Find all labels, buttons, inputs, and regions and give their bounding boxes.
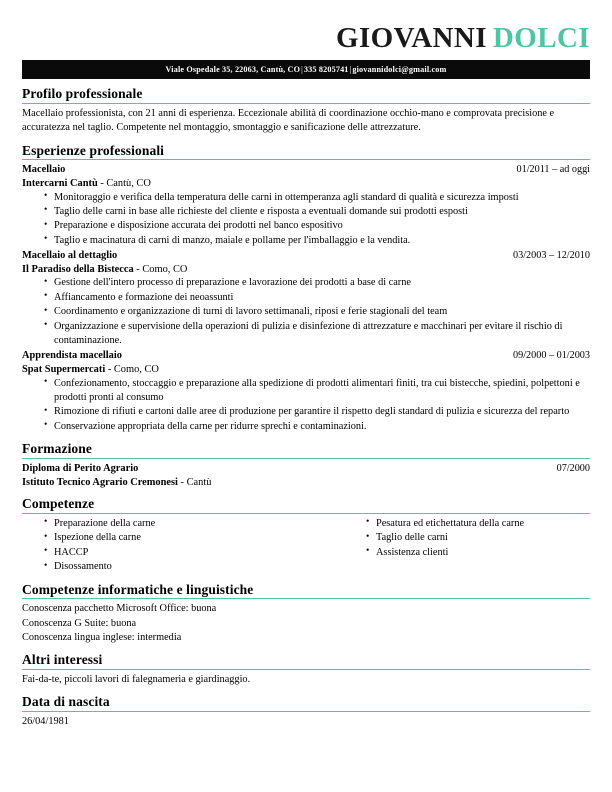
experience-entry: [22, 163, 590, 248]
skills-list-left: [22, 517, 306, 575]
job-bullet: • Rimozione di rifiuti e cartoni dalle aree di produzione per garantire il rispetto degli standard di pulizia e sicurezza del reparto: [44, 405, 590, 419]
education-school: Istituto Tecnico Agrario Cremonesi: [22, 476, 178, 488]
education-location: - Cantù: [177, 476, 212, 488]
job-dates: 09/2000 – 01/2003: [513, 350, 590, 362]
job-dates: 01/2011 – ad oggi: [516, 164, 590, 176]
it-language-line: Conoscenza pacchetto Microsoft Office: buona: [22, 603, 217, 615]
job-bullet-list: [22, 377, 590, 435]
job-company-line: [22, 263, 590, 277]
job-bullet: • Coordinamento e organizzazione di turni di lavoro settimanali, riposi e ferie stagionali del team: [44, 305, 590, 319]
job-bullet: • Organizzazione e supervisione della operazioni di pulizia e disinfezione di attrezzature e macchinari per evitare il rischio di contaminazione.: [44, 320, 590, 349]
skill-item: • Assistenza clienti: [366, 546, 590, 560]
contact-separator-2: |: [349, 65, 352, 74]
job-dates: 03/2003 – 12/2010: [513, 250, 590, 262]
skill-item: • Disossamento: [44, 560, 306, 574]
job-role: Macellaio al dettaglio: [22, 250, 118, 262]
section-title-education: Formazione: [22, 441, 590, 459]
job-bullet: • Preparazione e disposizione accurata dei prodotti nel banco espositivo: [44, 219, 590, 233]
it-language-line: Conoscenza G Suite: buona: [22, 617, 137, 629]
section-body-experience: [22, 160, 590, 434]
skills-columns: [22, 517, 590, 575]
experience-header-row: [22, 249, 590, 263]
section-body-birthdate: [22, 712, 590, 729]
candidate-name-header: [22, 0, 590, 57]
job-employer: Spat Supermercati: [22, 363, 106, 375]
section-title-interests: Altri interessi: [22, 652, 590, 670]
section-body-education: [22, 459, 590, 490]
section-body-profile: [22, 104, 590, 136]
skills-column-right: [306, 517, 590, 575]
job-location: - Como, CO: [105, 363, 159, 375]
job-bullet: • Conservazione appropriata della carne per ridurre sprechi e contaminazioni.: [44, 420, 590, 434]
education-school-line: [22, 476, 590, 490]
job-bullet: • Taglio delle carni in base alle richieste del cliente e risposta a eventuali domande sui prodotti esposti: [44, 205, 590, 219]
skill-item: • Ispezione della carne: [44, 531, 306, 545]
education-degree: Diploma di Perito Agrario: [22, 462, 139, 474]
skill-item: • Preparazione della carne: [44, 517, 306, 531]
skill-item: • HACCP: [44, 546, 306, 560]
job-bullet: • Confezionamento, stoccaggio e preparazione alla spedizione di prodotti alimentari finiti, tra cui bistecche, spiedini, polpettoni e prodotti pronti al consumo: [44, 377, 590, 406]
job-employer: Il Paradiso della Bistecca: [22, 263, 134, 275]
job-employer: Intercarni Cantù: [22, 177, 98, 189]
job-role: Apprendista macellaio: [22, 350, 122, 362]
section-title-experience: Esperienze professionali: [22, 143, 590, 161]
first-name: GIOVANNI: [336, 22, 487, 54]
experience-header-row: [22, 163, 590, 177]
job-bullet: • Affiancamento e formazione dei neoassunti: [44, 291, 590, 305]
section-title-profile: Profilo professionale: [22, 86, 590, 104]
education-entry: [22, 462, 590, 490]
section-interests: [22, 652, 590, 687]
contact-phone: 335 8205741: [303, 65, 349, 74]
job-role: Macellaio: [22, 164, 66, 176]
section-title-it-languages: Competenze informatiche e linguistiche: [22, 582, 590, 600]
job-bullet: • Monitoraggio e verifica della temperatura delle carni in ottemperanza agli standard di qualità e sicurezza imposti: [44, 191, 590, 205]
it-language-line: Conoscenza lingua inglese: intermedia: [22, 631, 182, 643]
section-body-it-languages: [22, 599, 590, 645]
skill-item: • Pesatura ed etichettatura della carne: [366, 517, 590, 531]
section-experience: [22, 143, 590, 435]
experience-entry: [22, 349, 590, 434]
skill-item: • Taglio delle carni: [366, 531, 590, 545]
contact-address: Viale Ospedale 35, 22063, Cantù, CO: [165, 65, 301, 74]
job-bullet: • Taglio e macinatura di carni di manzo, maiale e pollame per l'imballaggio e la vendita.: [44, 234, 590, 248]
section-body-skills: [22, 514, 590, 575]
section-profile: [22, 86, 590, 136]
last-name: DOLCI: [492, 22, 590, 54]
education-header-row: [22, 462, 590, 476]
job-company-line: [22, 363, 590, 377]
section-skills: [22, 496, 590, 574]
job-location: - Cantù, CO: [97, 177, 151, 189]
contact-separator-1: |: [301, 65, 303, 74]
section-it-languages: [22, 582, 590, 646]
interests-text: Fai-da-te, piccoli lavori di falegnameria e giardinaggio.: [22, 673, 251, 685]
profile-text: Macellaio professionista, con 21 anni di esperienza. Eccezionale abilità di coordinazione occhio-mano e comprovata precisione e accuratezza nel taglio. Competente nel montaggio, smontaggio e sanificazione delle attrezzature.: [22, 107, 555, 134]
section-birthdate: [22, 694, 590, 729]
birthdate-text: 26/04/1981: [22, 715, 69, 727]
section-education: [22, 441, 590, 489]
experience-entry: [22, 249, 590, 348]
section-title-birthdate: Data di nascita: [22, 694, 590, 712]
education-date: 07/2000: [556, 462, 590, 474]
job-bullet: • Gestione dell'intero processo di preparazione e lavorazione dei prodotti a base di carne: [44, 276, 590, 290]
contact-email[interactable]: giovannidolci@gmail.com: [352, 65, 447, 74]
job-bullet-list: [22, 191, 590, 249]
experience-header-row: [22, 349, 590, 363]
job-company-line: [22, 177, 590, 191]
section-title-skills: Competenze: [22, 496, 590, 514]
job-location: - Como, CO: [133, 263, 188, 275]
job-bullet-list: [22, 276, 590, 348]
skills-column-left: [22, 517, 306, 575]
section-body-interests: [22, 670, 590, 687]
contact-bar: [22, 60, 590, 79]
skills-list-right: [344, 517, 590, 560]
